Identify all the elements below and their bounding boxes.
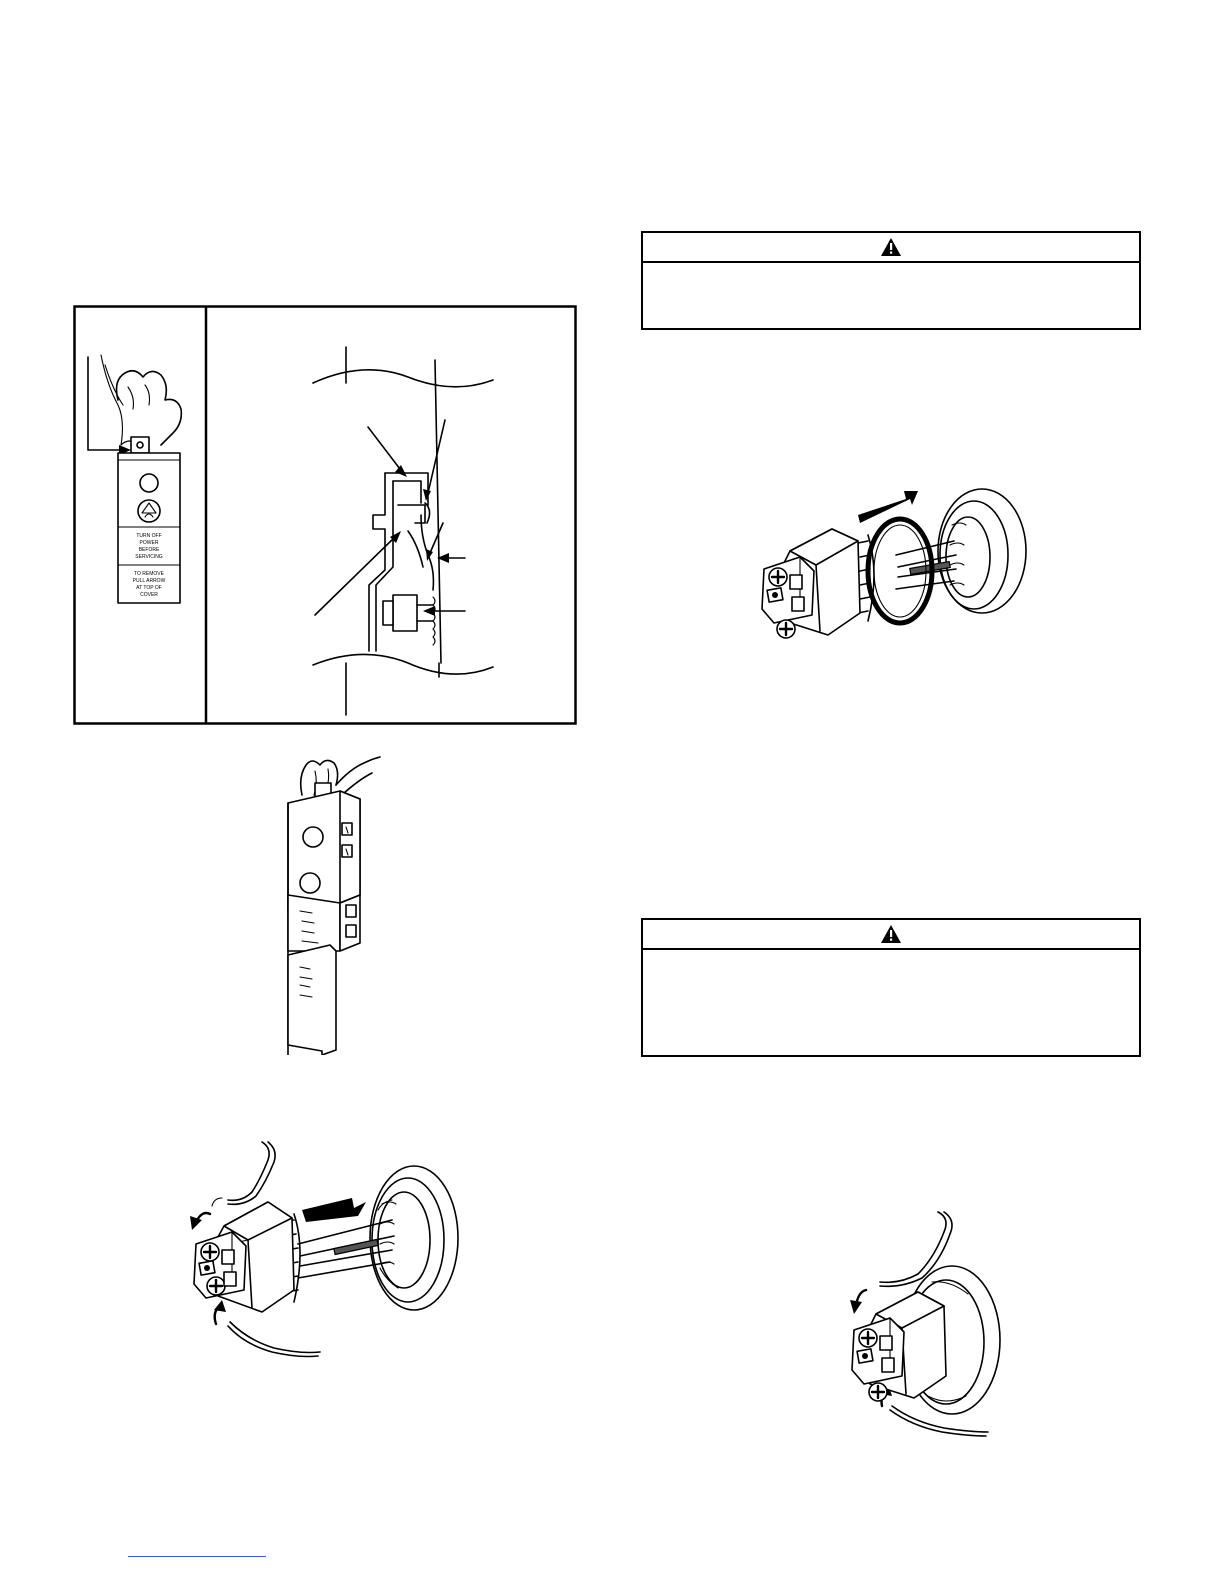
warning-box-1 <box>641 231 1141 330</box>
cover-label-line: SERVICING <box>135 554 163 560</box>
element-cover-illustration <box>118 453 180 603</box>
figure-element-removal <box>182 1140 470 1370</box>
cover-label-line: PULL ARROW <box>132 578 166 584</box>
figure-element-installed-svg <box>840 1210 1010 1442</box>
warning-box-2 <box>641 918 1141 1057</box>
figure-element-installed <box>840 1210 1010 1442</box>
figure-cover-mounting-svg <box>73 305 577 725</box>
cover-label-line: POWER <box>139 540 159 546</box>
warning-box-header <box>643 920 1139 950</box>
figure-cover-mounting <box>73 305 577 725</box>
cover-label-line: TURN OFF <box>136 533 162 539</box>
warning-box-header <box>643 233 1139 263</box>
figure-element-gasket <box>760 485 1030 663</box>
hand-pulling-tab-illustration <box>101 355 181 453</box>
figure-element-removal-svg <box>182 1140 470 1370</box>
footer-rule <box>128 1556 266 1557</box>
cover-label-line: AT TOP OF <box>136 585 162 591</box>
figure-element-gasket-svg <box>760 485 1030 663</box>
mounting-cross-section-illustration <box>313 347 493 715</box>
cover-label-line: BEFORE <box>138 547 160 553</box>
figure-cover-removal-svg <box>260 755 390 1055</box>
warning-triangle-icon <box>880 237 902 257</box>
warning-triangle-icon <box>880 924 902 944</box>
figure-cover-removal <box>260 755 390 1055</box>
cover-label-line: COVER <box>140 592 158 598</box>
cover-label-line: TO REMOVE <box>134 571 164 577</box>
